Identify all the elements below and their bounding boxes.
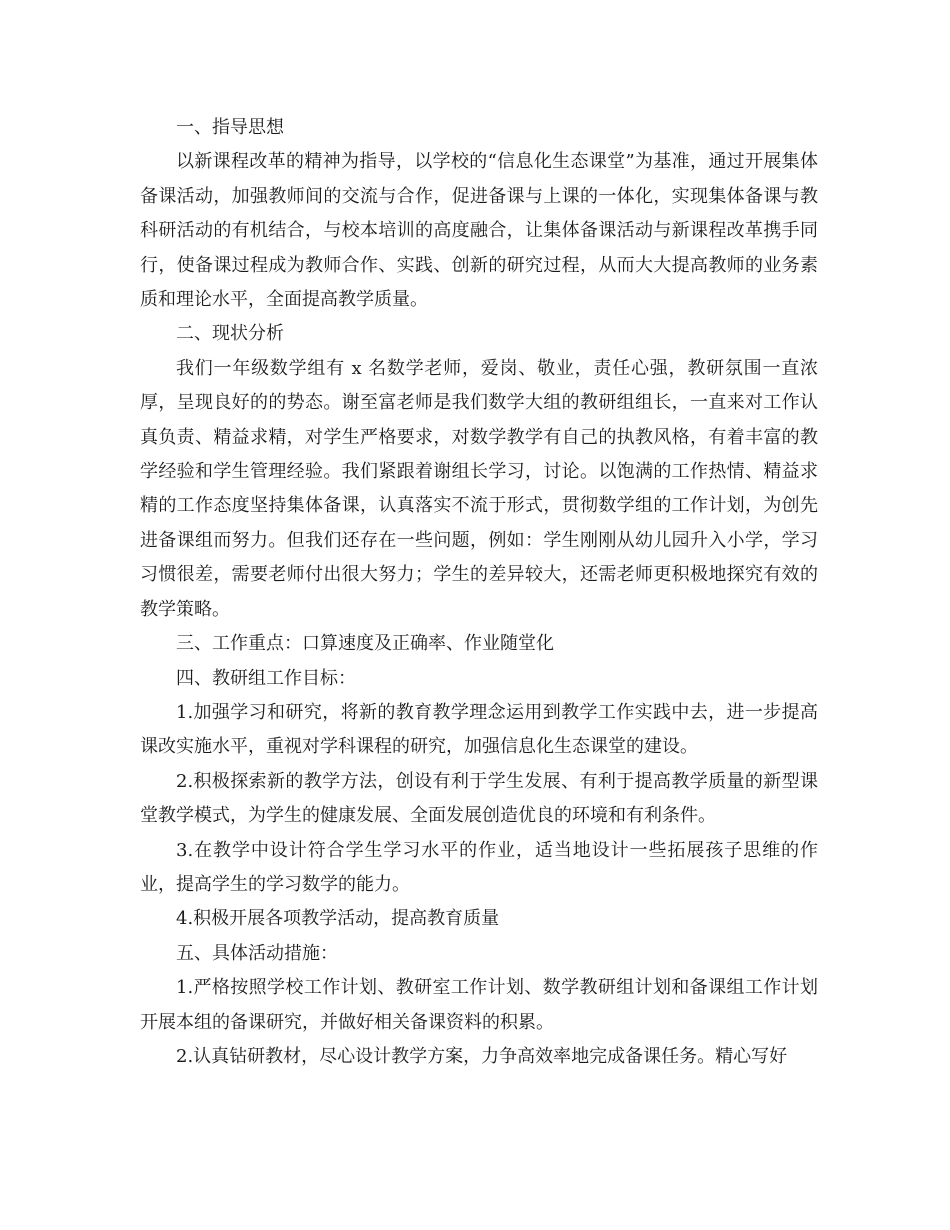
heading-activity-measures: 五、具体活动措施：	[176, 942, 338, 964]
heading-guiding-ideology: 一、指导思想	[176, 117, 284, 138]
goal-item-4: 4.积极开展各项教学活动，提高教育质量	[176, 908, 500, 930]
measure-item-2: 2.认真钻研教材，尽心设计教学方案，力争高效率地完成备课任务。精心写好	[176, 1045, 788, 1067]
heading-work-focus: 三、工作重点：口算速度及正确率、作业随堂化	[176, 633, 554, 655]
goal-item-3: 3.在教学中设计符合学生学习水平的作业，适当地设计一些拓展孩子思维的作业，提高学生的学习数学的能力。	[140, 839, 818, 895]
measure-item-1: 1.严格按照学校工作计划、教研室工作计划、数学教研组计划和备课组工作计划开展本组的备课研究，并做好相关备课资料的积累。	[140, 977, 818, 1033]
document-body	[140, 111, 818, 1074]
goal-item-1: 1.加强学习和研究，将新的教育教学理念运用到教学工作实践中去，进一步提高课改实施水平，重视对学科课程的研究，加强信息化生态课堂的建设。	[140, 701, 818, 758]
paragraph-current-analysis: 我们一年级数学组有 x 名数学老师，爱岗、敬业，责任心强，教研氛围一直浓厚，呈现良好的的势态。谢至富老师是我们数学大组的教研组组长，一直来对工作认真负责、精益求精，对学生严格要求，对数学教学有自己的执教风格，有着丰富的教学经验和学生管理经验。我们紧跟着谢组长学习，讨论。以饱满的工作热情、精益求精的工作态度坚持集体备课，认真落实不流于形式，贯彻数学组的工作计划，为创先进备课组而努力。但我们还存在一些问题，例如：学生刚刚从幼儿园升入小学，学习习惯很差，需要老师付出很大努力；学生的差异较大，还需老师更积极地探究有效的教学策略。	[140, 357, 818, 620]
paragraph-guiding-ideology: 以新课程改革的精神为指导，以学校的“信息化生态课堂”为基准，通过开展集体备课活动，加强教师间的交流与合作，促进备课与上课的一体化，实现集体备课与教科研活动的有机结合，与校本培训的高度融合，让集体备课活动与新课程改革携手同行，使备课过程成为教师合作、实践、创新的研究过程，从而大大提高教师的业务素质和理论水平，全面提高教学质量。	[140, 151, 818, 311]
heading-current-analysis: 二、现状分析	[176, 323, 284, 345]
heading-work-goals: 四、教研组工作目标：	[176, 667, 356, 689]
goal-item-2: 2.积极探索新的教学方法，创设有利于学生发展、有利于提高教学质量的新型课堂教学模式，为学生的健康发展、全面发展创造优良的环境和有利条件。	[140, 770, 818, 827]
